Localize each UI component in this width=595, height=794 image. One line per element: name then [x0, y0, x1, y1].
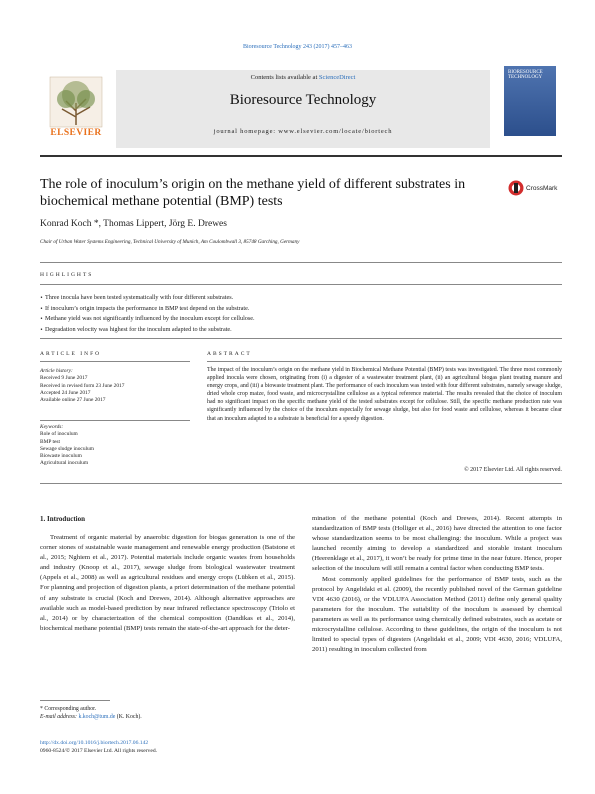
- article-info-divider: [40, 361, 190, 362]
- keyword-item: Agricultural inoculum: [40, 460, 89, 467]
- abstract-heading: ABSTRACT: [207, 351, 252, 357]
- abstract-copyright: © 2017 Elsevier Ltd. All rights reserved.: [464, 467, 562, 473]
- contents-prefix: Contents lists available at: [250, 74, 319, 81]
- corresponding-author: * Corresponding author.: [40, 706, 97, 712]
- elsevier-tree-logo: [40, 70, 112, 136]
- highlights-heading: HIGHLIGHTS: [40, 272, 94, 278]
- history-revised: Received in revised form 23 June 2017: [40, 382, 125, 389]
- body-right-column: [312, 514, 562, 655]
- keywords-label: Keywords:: [40, 424, 64, 430]
- highlight-item: • Methane yield was not significantly influenced by the inoculum except for cellulose.: [40, 314, 560, 325]
- section-divider: [40, 338, 562, 339]
- highlight-item: • If inoculum’s origin impacts the performance in BMP test depend on the substrate.: [40, 304, 560, 315]
- keyword-item: BMP test: [40, 438, 61, 445]
- email-link[interactable]: k.koch@tum.de: [78, 714, 116, 720]
- abstract-divider: [207, 361, 562, 362]
- keyword-item: Role of inoculum: [40, 431, 78, 438]
- section-divider: [40, 262, 562, 263]
- email-label: E-mail address:: [40, 714, 79, 720]
- article-history: [40, 368, 190, 404]
- body-paragraph: Most commonly applied guidelines for the performance of BMP tests, such as the protocol by Angelidaki et al. (2009), the recently published novel of the German guideline VDI 4630 (2016), or the VDLUFA Association Method (2011) define only general quality parameters for the inoculum. The suitability of the inoculum is assessed by chemical parameters as well as its performance using chemically defined substrates, such as acetate or microcrystalline cellulose. According to these guidelines, the origin of the inoculum is not limited to special types of digesters (Angelidaki et al., 2009; VDI 4630, 2016; VDLUFA, 2011) resulting in inoculum collected from: [312, 575, 562, 654]
- history-label: Article history:: [40, 368, 73, 374]
- keyword-item: Biowaste inoculum: [40, 453, 82, 460]
- author-list: Konrad Koch *, Thomas Lippert, Jörg E. Drewes: [40, 219, 227, 229]
- homepage-prefix: journal homepage:: [213, 128, 279, 135]
- sciencedirect-link[interactable]: ScienceDirect: [318, 74, 356, 81]
- article-info-heading: ARTICLE INFO: [40, 351, 102, 357]
- homepage-link[interactable]: www.elsevier.com/locate/biortech: [278, 128, 393, 135]
- email-line: [40, 713, 290, 721]
- history-accepted: Accepted 24 June 2017: [40, 389, 91, 396]
- homepage-line: [116, 128, 490, 135]
- crossmark-icon[interactable]: [508, 180, 524, 196]
- body-left-column: Treatment of organic material by anaerobic digestion for biogas generation is one of the corner stones of sustainable waste management and renewable energy production (Batstone et al., 2015; Nghiem et al., 2017). Potential materials include organic wastes from households and industry (Knoop et al., 2017), sewage sludge from biological wastewater treatment (Appels et al., 2008) as well as agricultural residues and energy crops (Lübken et al., 2015). For planning and projection of digestion plants, a priori determination of the methane potential of any substrate is crucial (Koch and Drewes, 2014). Although alternative approaches are available such as model-based prediction by near infrared reflectance spectroscopy (Triolo et al., 2014) or by characterization of the chemical composition (Dandikas et al., 2014), biochemical methane potential (BMP) tests remain the state-of-the-art approach for the deter-: [40, 534, 295, 632]
- abstract-bottom-divider: [40, 483, 562, 484]
- affiliation: Chair of Urban Water Systems Engineering, Technical University of Munich, Am Coulombwall 3, 85748 Garching, Germany: [40, 239, 300, 245]
- keyword-item: Sewage sludge inoculum: [40, 445, 94, 452]
- highlight-item: • Three inocula have been tested systematically with four different substrates.: [40, 293, 560, 304]
- journal-reference[interactable]: Bioresource Technology 243 (2017) 457–463: [242, 44, 353, 50]
- keywords: [40, 424, 190, 468]
- crossmark-label[interactable]: CrossMark: [526, 185, 558, 192]
- history-received: Received 9 June 2017: [40, 375, 88, 382]
- journal-header-box: [116, 70, 490, 148]
- keywords-divider: [40, 420, 190, 421]
- cover-title: BIORESOURCE TECHNOLOGY: [508, 70, 543, 80]
- email-suffix: (K. Koch).: [115, 714, 142, 720]
- footnote-divider: [40, 700, 110, 701]
- highlights-divider: [40, 284, 562, 285]
- journal-title: Bioresource Technology: [229, 92, 377, 108]
- header-divider: [40, 155, 562, 157]
- history-online: Available online 27 June 2017: [40, 397, 106, 404]
- highlights-list: [40, 293, 560, 335]
- abstract-text: The impact of the inoculum’s origin on the methane yield in Biochemical Methane Potential (BMP) tests was investigated. The three most commonly applied inocula were chosen, originating from (i) a digester of a wastewater treatment plant, (ii) an agricultural biogas plant treating manure and energy crops, and (iii) a biowaste treatment plant. The performance of each inoculum was tested with four different substrates, namely sewage sludge, dried whole crop maize, food waste, and microcrystalline cellulose as a typical reference material. The results revealed that the choice of inoculum had no significant impact on the specific methane yield of the tested substrates except for cellulose. Still, the specific methane production rate was significantly influenced by the choice of the inoculum especially for sewage sludge, but also for food waste and cellulose, whereas it became clear that an inoculum adapted to a substrate is beneficial for a speedy digestion.: [207, 367, 562, 422]
- issn-line: 0960-8524/© 2017 Elsevier Ltd. All rights reserved.: [40, 748, 158, 754]
- paper-title: The role of inoculum’s origin on the methane yield of different substrates in biochemical methane potential (BMP) tests: [40, 177, 466, 209]
- body-paragraph: mination of the methane potential (Koch and Drewes, 2014). Recent attempts in standardization of BMP tests (Holliger et al., 2016) have directed the attention to one factor whose standardization seems to be most challenging: the inoculum. While a project was launched recently aiming to develop a standardized and storable instant inoculum (Heerenklage et al., 2017), it won’t be ready for prime time in the near future. Hence, proper selection of the inoculum will still remain a central factor when conducting BMP tests.: [312, 515, 562, 573]
- introduction-heading: 1. Introduction: [40, 515, 85, 523]
- footnote: [40, 705, 290, 721]
- doi-link[interactable]: http://dx.doi.org/10.1016/j.biortech.2017.06.142: [40, 740, 149, 746]
- highlight-item: • Degradation velocity was highest for the inoculum adapted to the substrate.: [40, 325, 560, 336]
- publisher-name: ELSEVIER: [50, 128, 102, 138]
- contents-line: [116, 74, 490, 81]
